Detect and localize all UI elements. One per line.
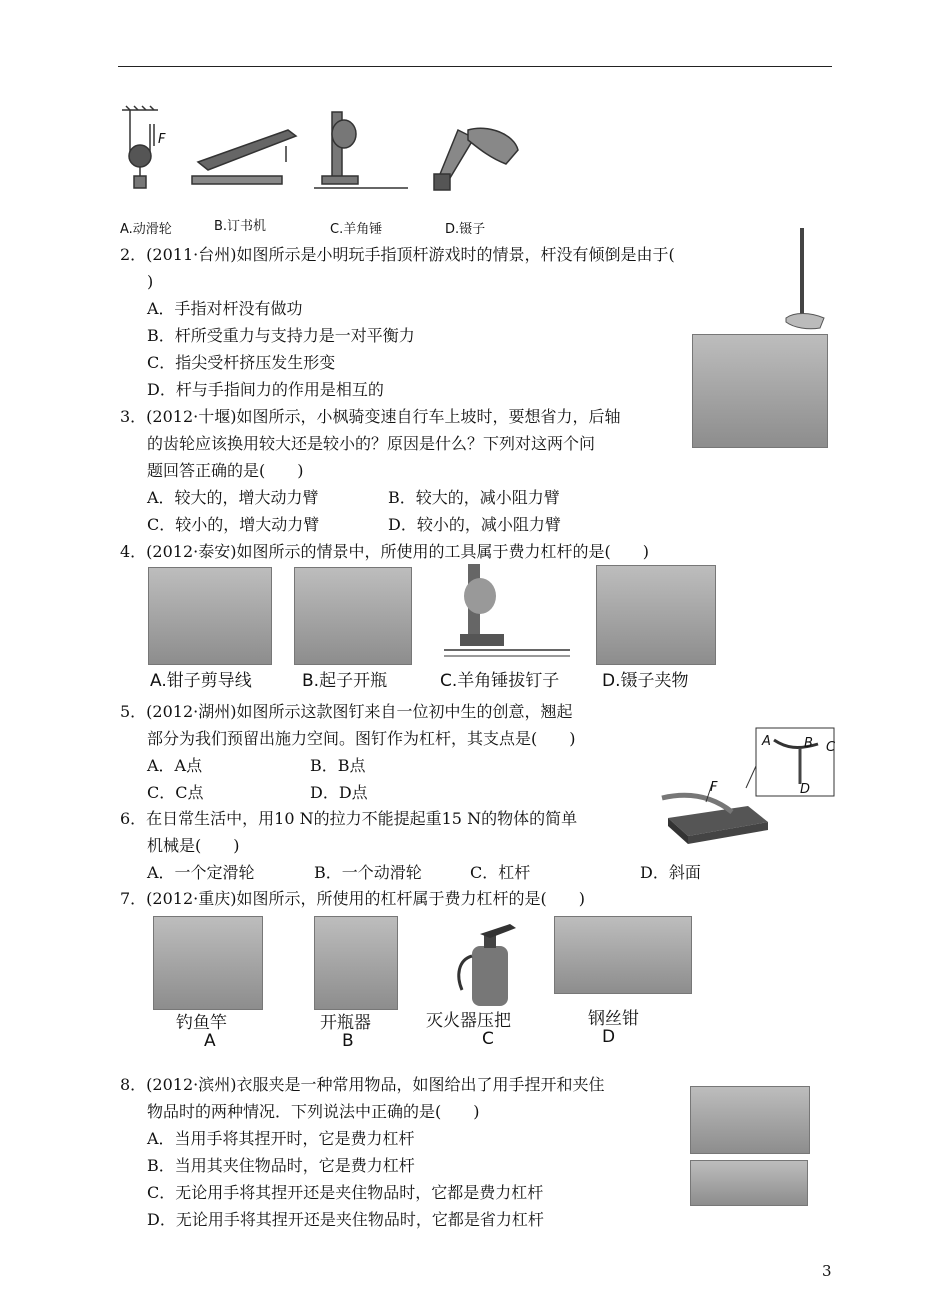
q7-letter-d: D — [602, 1027, 616, 1047]
q2-option-a: A．手指对杆没有做功 — [147, 299, 303, 318]
q7-letter-b: B — [342, 1031, 354, 1051]
q7-letter-a: A — [204, 1031, 216, 1051]
q6-option-a: A．一个定滑轮 — [147, 863, 255, 882]
label-c: C — [826, 740, 836, 755]
label-d: D — [800, 782, 811, 797]
pole-on-finger-figure — [780, 224, 830, 332]
pliers-photo — [148, 567, 272, 665]
q4-caption-a: A.钳子剪导线 — [150, 671, 252, 691]
claw-hammer-figure — [314, 112, 408, 188]
label-a: A — [762, 734, 771, 749]
q7-letter-c: C — [482, 1029, 494, 1049]
can-opener-photo — [314, 916, 398, 1010]
q6-option-c: C．杠杆 — [470, 863, 531, 882]
q4-caption-b: B.起子开瓶 — [302, 671, 388, 691]
q3-stem-3: 题回答正确的是( ) — [147, 461, 304, 480]
q6-option-b: B．一个动滑轮 — [314, 863, 422, 882]
q3-stem: 3．(2012·十堰)如图所示，小枫骑变速自行车上坡时，要想省力，后轴 — [120, 407, 621, 426]
force-label: F — [158, 132, 166, 147]
caption-d: D.镊子 — [445, 222, 486, 237]
caption-c: C.羊角锤 — [330, 222, 383, 237]
caption-a: A.动滑轮 — [120, 222, 172, 237]
q2-stem: 2．(2011·台州)如图所示是小明玩手指顶杆游戏时的情景，杆没有倾倒是由于( — [120, 245, 675, 264]
q2-stem-cont: ) — [147, 272, 154, 291]
q7-caption-c: 灭火器压把 — [426, 1011, 511, 1031]
bottle-opener-photo — [294, 567, 412, 665]
q8-option-d: D．无论用手将其捏开还是夹住物品时，它都是省力杠杆 — [147, 1210, 544, 1229]
q4-caption-c: C.羊角锤拔钉子 — [440, 671, 560, 691]
clothespin-open-photo — [690, 1086, 810, 1154]
tweezers-photo — [596, 565, 716, 665]
q7-caption-a: 钓鱼竿 — [176, 1013, 227, 1033]
q5-option-a: A．A点 — [147, 756, 203, 775]
cyclist-photo — [692, 334, 828, 448]
header-rule — [118, 66, 832, 67]
q5-stem-2: 部分为我们预留出施力空间。图钉作为杠杆，其支点是( ) — [147, 729, 576, 748]
q2-option-b: B．杆所受重力与支持力是一对平衡力 — [147, 326, 415, 345]
q5-stem: 5．(2012·湖州)如图所示这款图钉来自一位初中生的创意，翘起 — [120, 702, 573, 721]
q6-option-d: D．斜面 — [640, 863, 701, 882]
fire-extinguisher-photo — [450, 916, 530, 1008]
q8-option-a: A．当用手将其捏开时，它是费力杠杆 — [147, 1129, 415, 1148]
label-b: B — [804, 736, 813, 751]
label-f: F — [710, 780, 718, 795]
q7-caption-b: 开瓶器 — [320, 1013, 371, 1033]
q6-stem: 6．在日常生活中，用10 N的拉力不能提起重15 N的物体的简单 — [120, 809, 578, 828]
fishing-rod-photo — [153, 916, 263, 1010]
top-figures-illustrations — [118, 104, 528, 196]
q8-option-b: B．当用其夹住物品时，它是费力杠杆 — [147, 1156, 415, 1175]
q2-option-d: D．杆与手指间力的作用是相互的 — [147, 380, 384, 399]
tweezers-figure — [434, 128, 518, 190]
q3-stem-2: 的齿轮应该换用较大还是较小的？原因是什么？下列对这两个问 — [147, 434, 596, 453]
q3-option-c: C．较小的，增大动力臂 — [147, 515, 320, 534]
q8-stem: 8．(2012·滨州)衣服夹是一种常用物品，如图给出了用手捏开和夹住 — [120, 1075, 605, 1094]
pulley-figure — [122, 106, 158, 188]
q4-caption-d: D.镊子夹物 — [602, 671, 689, 691]
clothespin-clamp-photo — [690, 1160, 808, 1206]
wire-pliers-photo — [554, 916, 692, 994]
q5-option-d: D．D点 — [310, 783, 368, 802]
page-number: 3 — [822, 1262, 832, 1280]
q4-stem: 4．(2012·泰安)如图所示的情景中，所使用的工具属于费力杠杆的是( ) — [120, 542, 649, 561]
q7-stem: 7．(2012·重庆)如图所示，所使用的杠杆属于费力杠杆的是( ) — [120, 889, 585, 908]
q3-option-a: A．较大的，增大动力臂 — [147, 488, 319, 507]
q8-stem-2: 物品时的两种情况．下列说法中正确的是( ) — [147, 1102, 480, 1121]
q5-option-b: B．B点 — [310, 756, 366, 775]
q2-option-c: C．指尖受杆挤压发生形变 — [147, 353, 336, 372]
claw-hammer-photo — [440, 562, 574, 666]
q6-stem-2: 机械是( ) — [147, 836, 240, 855]
q3-option-d: D．较小的，减小阻力臂 — [388, 515, 561, 534]
q5-option-c: C．C点 — [147, 783, 204, 802]
caption-b: B.订书机 — [214, 219, 267, 234]
q8-option-c: C．无论用手将其捏开还是夹住物品时，它都是费力杠杆 — [147, 1183, 544, 1202]
q7-caption-d: 钢丝钳 — [588, 1009, 639, 1029]
q3-option-b: B．较大的，减小阻力臂 — [388, 488, 560, 507]
stapler-figure — [192, 130, 296, 184]
